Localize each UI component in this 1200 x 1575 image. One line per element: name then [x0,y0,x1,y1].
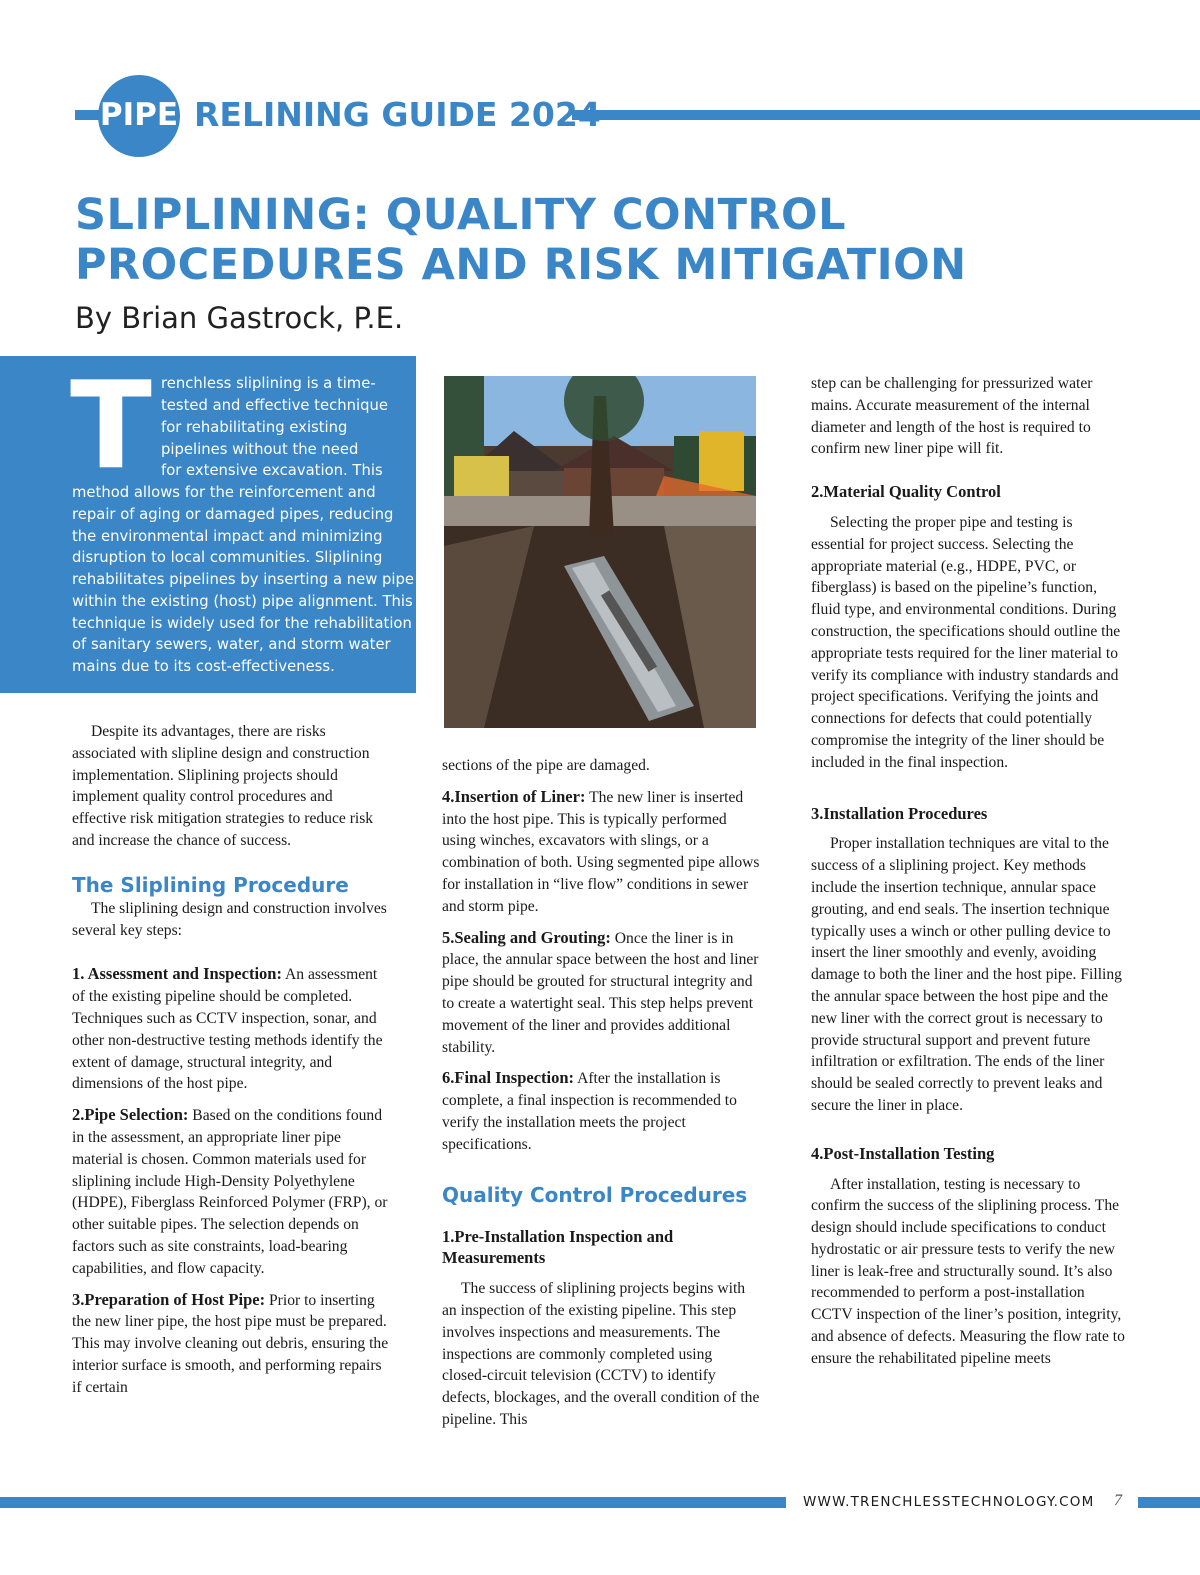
section-intro: The sliplining design and construction involves several key steps: [72,899,387,939]
continued-text: step can be challenging for pressurized water mains. Accurate measurement of the internal diameter and length of the host is required to confirm new liner pipe will fit. [811,375,1093,458]
intro-line: pipelines without the need [161,441,359,458]
step-5-label: 5.Sealing and Grouting: [442,927,611,947]
section-heading-sliplining-procedure: The Sliplining Procedure [72,872,349,897]
page-number: 7 [1114,1492,1122,1509]
column-2 [442,755,760,1431]
step-3-paragraph [72,1289,390,1399]
step-4-paragraph [442,786,760,918]
intro-paragraph: Despite its advantages, there are risks associated with slipline design and construction implementation. Sliplining projects should implement quality control procedures and effective risk mitigation strategies to reduce risk and increase the chance of success. [72,723,374,849]
intro-line: technique is widely used for the rehabilitation [72,615,412,632]
step-4-text: The new liner is inserted into the host pipe. This is typically performed using winches, excavators with slings, or a combination of both. Using segmented pipe allows for installation in “live flow” conditions in sewer and storm pipe. [442,788,760,915]
step-5-text: Once the liner is in place, the annular space between the host and liner pipe should be grouted for structural integrity and to create a watertight seal. This step helps prevent movement of the liner and provides additional stability. [442,929,759,1056]
intro-line: the environmental impact and minimizing [72,528,383,545]
installation-procedures-text: Proper installation techniques are vital to the success of a sliplining project. Key methods include the insertion technique, annular space grouting, and end seals. The insertion technique typically uses a winch or other pulling device to insert the liner smoothly and evenly, avoiding damage to both the liner and the host pipe. Filling the annular space between the host pipe and the new liner with the correct grout is necessary to provide structural support and prevent future infiltration or exfiltration. The ends of the liner should be sealed correctly to prevent leaks and secure the liner in place. [811,835,1122,1114]
footer-website: WWW.TRENCHLESSTECHNOLOGY.COM [803,1494,1095,1510]
intro-line: within the existing (host) pipe alignment. This [72,593,413,610]
intro-line: mains due to its cost-effectiveness. [72,658,335,675]
intro-line: method allows for the reinforcement and [72,484,376,501]
intro-line: for extensive excavation. This [161,462,383,479]
drop-cap: T [70,357,152,496]
pipe-badge-label: PIPE [99,97,179,133]
step-1-paragraph [72,963,390,1095]
step-5-paragraph [442,927,760,1059]
byline: By Brian Gastrock, P.E. [75,301,404,335]
step-6-text: After the installation is complete, a final inspection is recommended to verify the installation meets the project specifications. [442,1070,737,1153]
subheading-installation-procedures: 3.Installation Procedures [811,803,988,823]
intro-line: repair of aging or damaged pipes, reducing [72,506,394,523]
step-6-paragraph [442,1067,760,1155]
subheading-pre-installation: 1.Pre-Installation Inspection and Measurements [442,1226,674,1268]
step-4-label: 4.Insertion of Liner: [442,786,586,806]
intro-line: of sanitary sewers, water, and storm water [72,636,391,653]
footer-rule-left [0,1497,786,1508]
guide-title: RELINING GUIDE 2024 [194,95,601,134]
column-1 [72,721,390,1399]
intro-line: for rehabilitating existing [161,419,348,436]
intro-line: renchless sliplining is a time- [161,375,376,392]
step-3-label: 3.Preparation of Host Pipe: [72,1289,266,1309]
material-quality-text: Selecting the proper pipe and testing is essential for project success. Selecting the appropriate material (e.g., HDPE, PVC, or fiberglass) is based on the pipeline’s function, fluid type, and environmental conditions. During construction, the specifications should outline the appropriate tests required for the liner material to verify its compliance with industry standards and project specifications. Verifying the joints and connections for defects that could potentially compromise the integrity of the liner should be included in the final inspection. [811,513,1121,771]
step-6-label: 6.Final Inspection: [442,1068,575,1088]
intro-line: rehabilitates pipelines by inserting a new pipe [72,571,415,588]
step-3-text: Prior to inserting the new liner pipe, the host pipe must be prepared. This may involve cleaning out debris, ensuring the interior surface is smooth, and performing repairs if certain [72,1291,389,1396]
step-2-label: 2.Pipe Selection: [72,1105,189,1125]
intro-line: tested and effective technique [161,397,388,414]
section-heading-quality-control: Quality Control Procedures [442,1182,748,1207]
continued-text: sections of the pipe are damaged. [442,757,650,774]
subheading-post-installation: 4.Post-Installation Testing [811,1143,995,1163]
header-rule-right [572,110,1200,120]
footer-rule-right [1138,1497,1200,1508]
article-title: SLIPLINING: QUALITY CONTROL PROCEDURES AND RISK MITIGATION [75,190,967,290]
step-1-text: An assessment of the existing pipeline should be completed. Techniques such as CCTV inspection, sonar, and other non-destructive testing methods identify the extent of damage, structural integrity, and dimensions of the host pipe. [72,966,383,1093]
intro-line: disruption to local communities. Sliplining [72,549,383,566]
construction-photo [444,376,756,728]
subheading-material-quality: 2.Material Quality Control [811,482,1001,502]
post-installation-text: After installation, testing is necessary to confirm the success of the sliplining process. The design should include specifications to conduct hydrostatic or air pressure tests to verify the new liner is leak-free and structurally sound. It’s also recommended to perform a post-installation CCTV inspection of the liner’s position, integrity, and absence of defects. Measuring the flow rate to ensure the rehabilitated pipeline meets [811,1175,1125,1367]
column-3 [811,373,1129,1370]
step-1-label: 1. Assessment and Inspection: [72,964,282,984]
step-2-paragraph [72,1104,390,1279]
pre-installation-text: The success of sliplining projects begins with an inspection of the existing pipeline. This step involves inspections and measurements. The inspections are commonly completed using closed-circuit television (CCTV) to identify defects, blockages, and the overall condition of the pipeline. This [442,1280,760,1428]
step-2-text: Based on the conditions found in the assessment, an appropriate liner pipe material is chosen. Common materials used for sliplining include High-Density Polyethylene (HDPE), Fiberglass Reinforced Polymer (FRP), or other suitable pipes. The selection depends on factors such as site constraints, load-bearing capabilities, and flow capacity. [72,1107,388,1277]
